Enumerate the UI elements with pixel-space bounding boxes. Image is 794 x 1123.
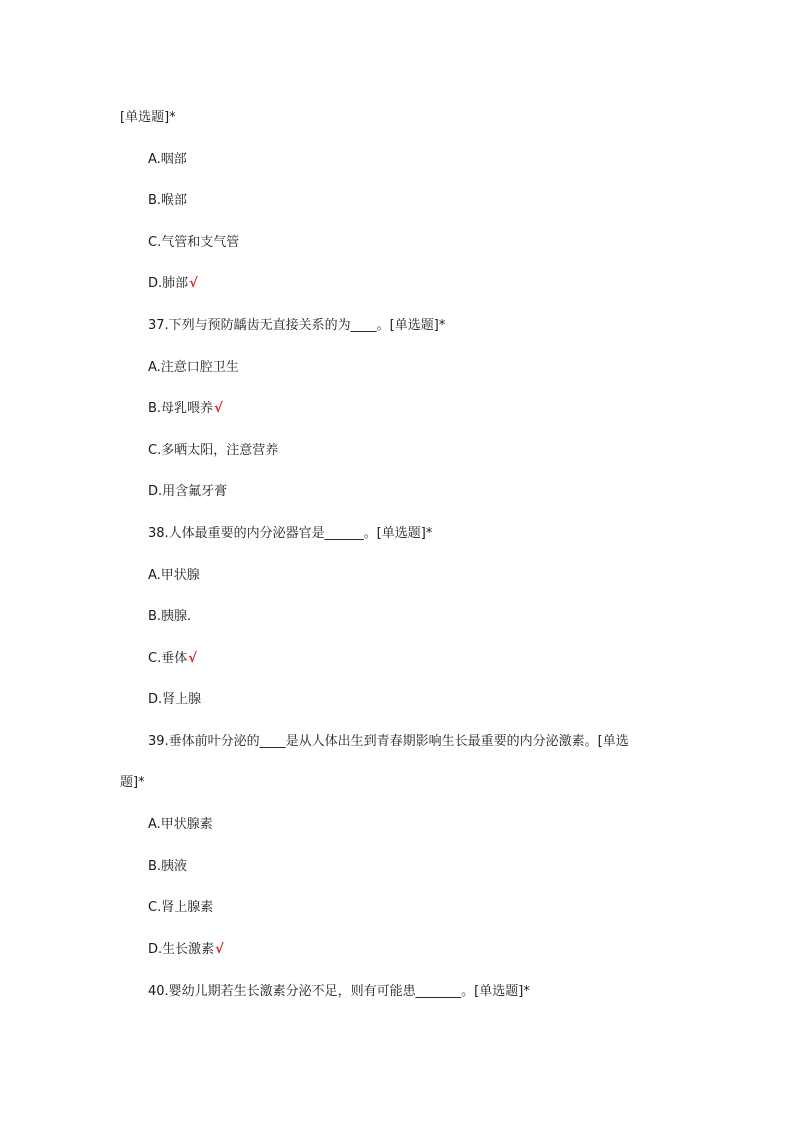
option-c: C.垂体√ xyxy=(148,651,197,666)
question-type-label: [单选题]* xyxy=(120,110,176,125)
question-39-continuation: 题]* xyxy=(120,775,145,790)
check-mark-icon: √ xyxy=(214,401,223,416)
check-mark-icon: √ xyxy=(215,942,224,957)
option-b: B.胰腺. xyxy=(148,609,192,624)
option-a: A.咽部 xyxy=(148,152,187,167)
option-d: D.肺部√ xyxy=(148,276,198,291)
option-d: D.肾上腺 xyxy=(148,692,202,707)
question-39: 39.垂体前叶分泌的____是从人体出生到青春期影响生长最重要的内分泌激素。[单选 xyxy=(148,734,629,749)
question-40: 40.婴幼儿期若生长激素分泌不足，则有可能患_______。[单选题]* xyxy=(148,984,530,999)
option-d: D.生长激素√ xyxy=(148,942,224,957)
check-mark-icon: √ xyxy=(188,651,197,666)
option-b: B.母乳喂养√ xyxy=(148,401,223,416)
option-b: B.喉部 xyxy=(148,193,188,208)
option-a: A.注意口腔卫生 xyxy=(148,360,239,375)
question-37: 37.下列与预防龋齿无直接关系的为____。[单选题]* xyxy=(148,318,446,333)
option-a: A.甲状腺素 xyxy=(148,817,213,832)
option-a: A.甲状腺 xyxy=(148,568,200,583)
option-c: C.肾上腺素 xyxy=(148,900,214,915)
option-b: B.胰液 xyxy=(148,859,188,874)
option-c: C.气管和支气管 xyxy=(148,235,240,250)
check-mark-icon: √ xyxy=(189,276,198,291)
question-38: 38.人体最重要的内分泌器官是______。[单选题]* xyxy=(148,526,433,541)
option-c: C.多晒太阳，注意营养 xyxy=(148,443,279,458)
option-d: D.用含氟牙膏 xyxy=(148,484,228,499)
